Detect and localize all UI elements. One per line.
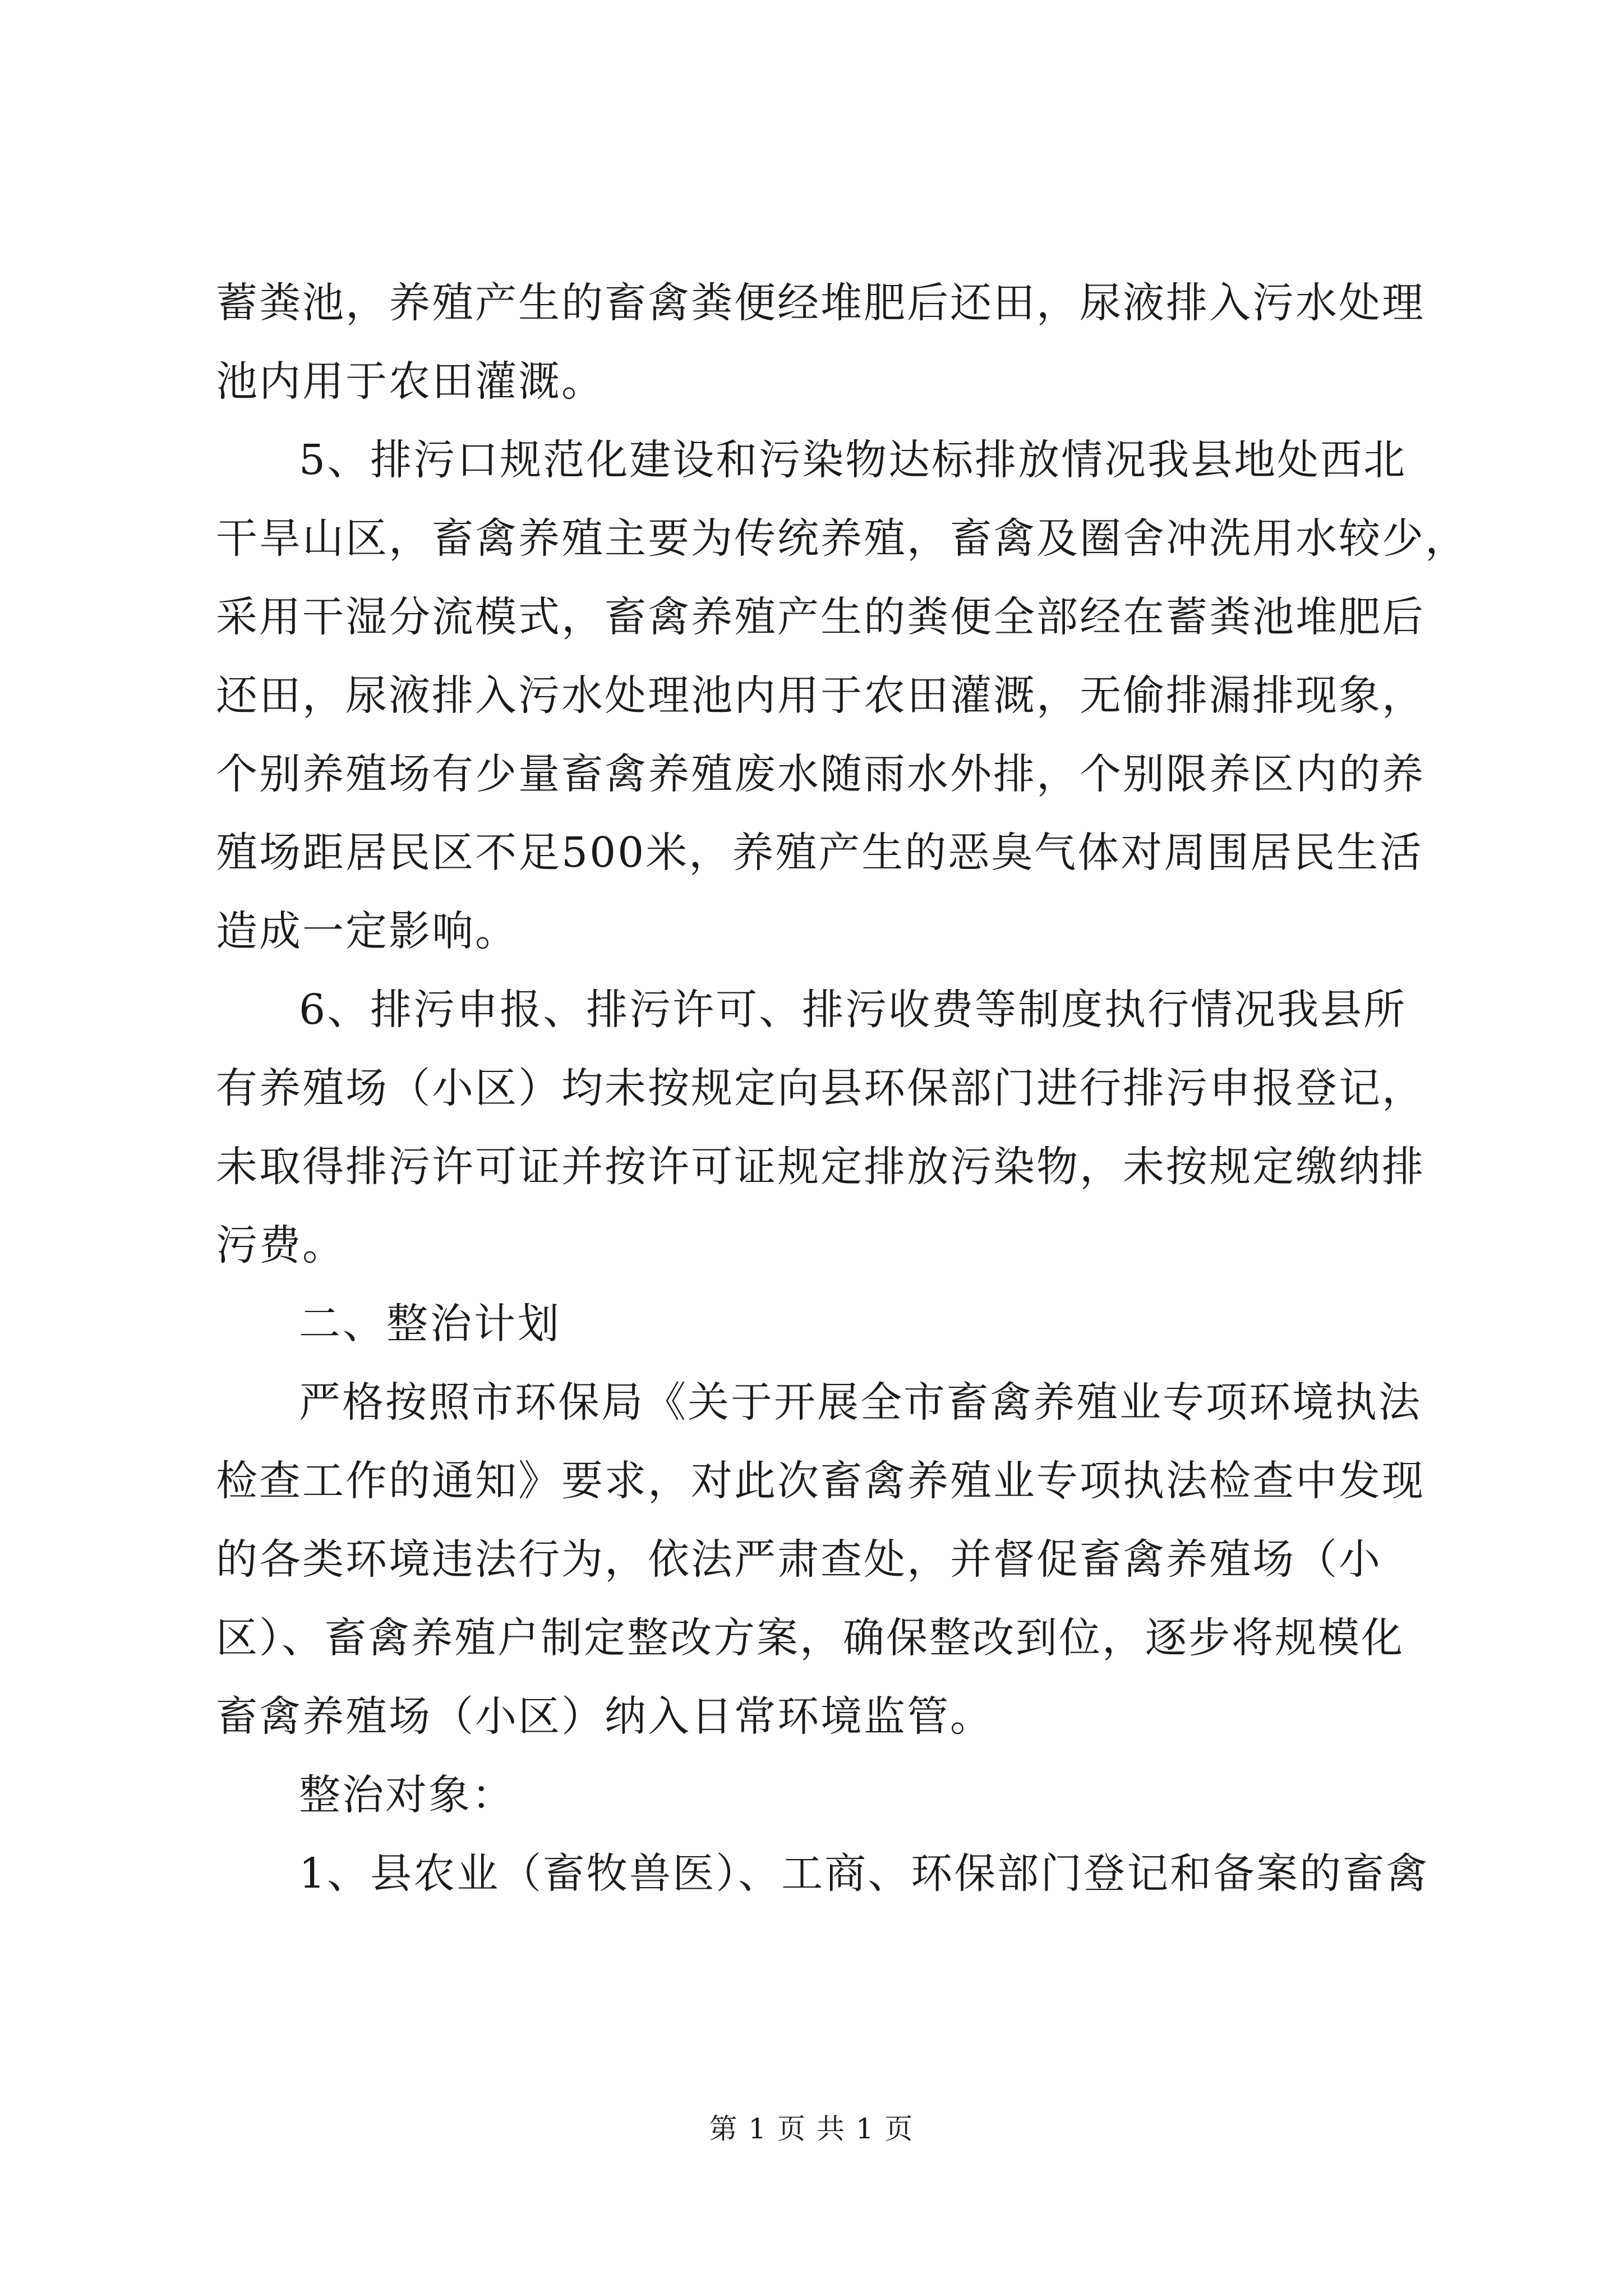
section-heading: 二、整治计划 [299,1300,561,1348]
text-line: 干旱山区，畜禽养殖主要为传统养殖，畜禽及圈舍冲洗用水较少， [216,514,1468,563]
text-line: 检查工作的通知》要求，对此次畜禽养殖业专项执法检查中发现 [216,1457,1425,1505]
page-footer: 第 1 页 共 1 页 [709,2113,914,2145]
text-line: 造成一定影响。 [216,907,518,955]
text-line: 有养殖场（小区）均未按规定向县环保部门进行排污申报登记， [216,1064,1425,1112]
text-line: 畜禽养殖场（小区）纳入日常环境监管。 [216,1692,993,1741]
text-line: 采用干湿分流模式，畜禽养殖产生的粪便全部经在蓄粪池堆肥后 [216,593,1425,641]
text-line: 的各类环境违法行为，依法严肃查处，并督促畜禽养殖场（小 [216,1535,1382,1584]
text-line: 6、排污申报、排污许可、排污收费等制度执行情况我县所 [299,986,1407,1034]
text-line: 5、排污口规范化建设和污染物达标排放情况我县地处西北 [299,436,1407,484]
text-line: 殖场距居民区不足500米，养殖产生的恶臭气体对周围居民生活 [216,829,1423,877]
text-line: 污费。 [216,1221,345,1269]
text-line: 还田，尿液排入污水处理池内用于农田灌溉，无偷排漏排现象， [216,671,1425,720]
document-body [216,264,1468,1913]
text-line: 整治对象： [299,1771,515,1819]
text-line: 区）、畜禽养殖户制定整改方案，确保整改到位，逐步将规模化 [216,1614,1404,1662]
text-line: 未取得排污许可证并按许可证规定排放污染物，未按规定缴纳排 [216,1143,1425,1191]
text-line: 蓄粪池，养殖产生的畜禽粪便经堆肥后还田，尿液排入污水处理 [216,279,1425,327]
text-line: 池内用于农田灌溉。 [216,357,605,406]
text-line: 个别养殖场有少量畜禽养殖废水随雨水外排，个别限养区内的养 [216,750,1425,798]
text-line: 1、县农业（畜牧兽医）、工商、环保部门登记和备案的畜禽 [299,1849,1430,1898]
text-line: 严格按照市环保局《关于开展全市畜禽养殖业专项环境执法 [299,1378,1422,1427]
